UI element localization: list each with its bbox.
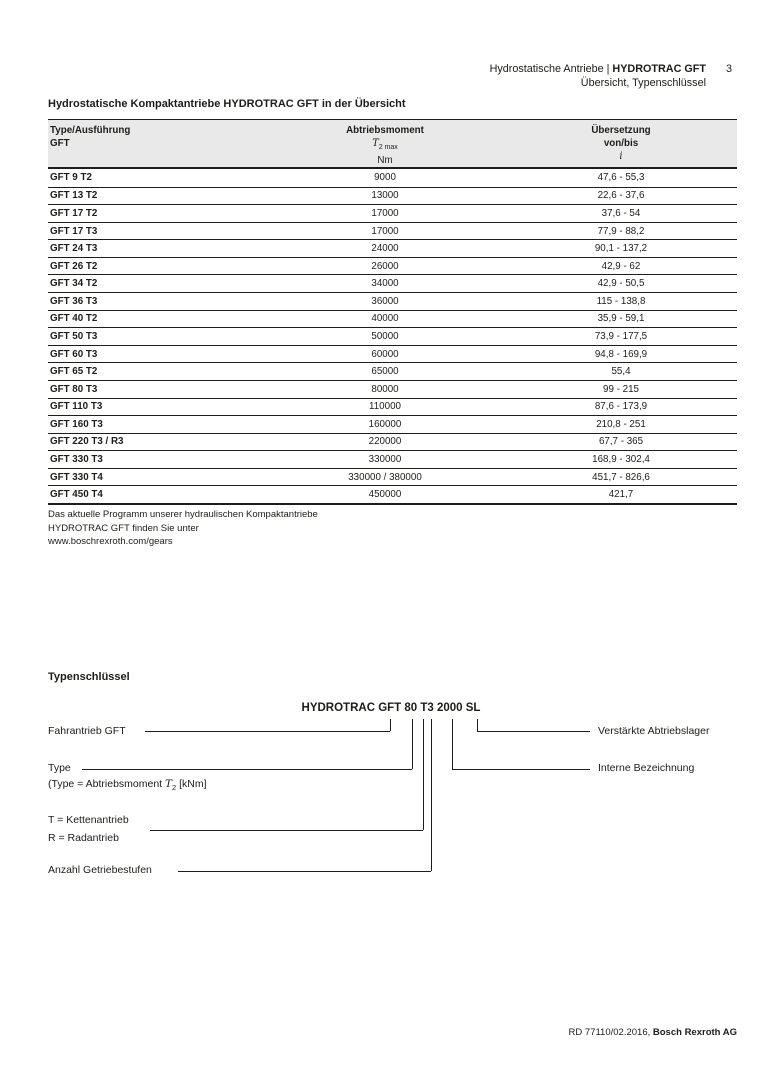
- program-note: [48, 508, 318, 549]
- cell-ratio: 73,9 - 177,5: [594, 330, 648, 342]
- cell-type: GFT 17 T2: [50, 207, 98, 219]
- label-interne-bezeichnung: Interne Bezeichnung: [598, 762, 695, 774]
- type-code: HYDROTRAC GFT 80 T3 2000 SL: [301, 702, 481, 714]
- column-header-torque: [265, 124, 505, 167]
- cell-ratio: 35,9 - 59,1: [597, 313, 645, 325]
- connector-line-getriebestufen: [178, 871, 431, 872]
- cell-ratio: 55,4: [611, 366, 631, 378]
- cell-ratio: 99 - 215: [603, 383, 639, 395]
- type-note-subscript: 2: [172, 783, 177, 793]
- cell-ratio: 87,6 - 173,9: [594, 401, 648, 413]
- col2-symbol: [265, 137, 505, 154]
- table-row: [48, 468, 737, 486]
- connector-line-gft: [390, 719, 391, 731]
- page-header-subtitle: Übersicht, Typenschlüssel: [580, 76, 706, 89]
- table-row: [48, 169, 737, 187]
- column-header-type: [48, 124, 265, 167]
- breadcrumb-prefix: Hydrostatische Antriebe |: [489, 63, 613, 75]
- connector-line-verstaerkte: [477, 731, 590, 732]
- page-number: 3: [726, 63, 733, 75]
- table-row: [48, 327, 737, 345]
- cell-type: GFT 24 T3: [50, 243, 98, 255]
- table-row: [48, 222, 737, 240]
- label-kettenantrieb: T = Kettenantrieb: [48, 814, 129, 826]
- table-row: [48, 345, 737, 363]
- cell-type: GFT 65 T2: [50, 366, 98, 378]
- breadcrumb: [490, 63, 706, 77]
- table-row: [48, 485, 737, 503]
- cell-ratio: 77,9 - 88,2: [597, 225, 645, 237]
- cell-ratio: 421,7: [608, 489, 634, 501]
- col3-line2: von/bis: [603, 138, 639, 149]
- torque-symbol: T: [372, 138, 379, 149]
- table-body: [48, 169, 737, 503]
- table-row: [48, 274, 737, 292]
- cell-ratio: 90,1 - 137,2: [594, 243, 648, 255]
- connector-line-kettenantrieb: [150, 830, 423, 831]
- table-row: [48, 433, 737, 451]
- connector-line-interne: [452, 769, 590, 770]
- section-title: Hydrostatische Kompaktantriebe HYDROTRAC GFT in der Übersicht: [48, 98, 406, 110]
- col2-unit: Nm: [377, 154, 393, 166]
- cell-type: GFT 60 T3: [50, 348, 98, 360]
- type-note-symbol: T: [165, 778, 173, 790]
- table-row: [48, 292, 737, 310]
- note-line-1: Das aktuelle Programm unserer hydraulischen Kompaktantriebe: [48, 509, 318, 520]
- col3-line1: Übersetzung: [591, 125, 651, 136]
- table-row: [48, 450, 737, 468]
- page-header: [490, 63, 706, 90]
- cell-torque: 60000: [371, 348, 399, 360]
- cell-ratio: 94,8 - 169,9: [594, 348, 648, 360]
- cell-torque: 160000: [368, 418, 402, 430]
- cell-torque: 65000: [371, 366, 399, 378]
- cell-type: GFT 9 T2: [50, 172, 92, 184]
- col1-line1: Type/Ausführung: [50, 125, 131, 136]
- cell-torque: 40000: [371, 313, 399, 325]
- cell-type: GFT 330 T4: [50, 471, 103, 483]
- connector-line-2000: [452, 719, 453, 769]
- col1-line2: GFT: [50, 138, 70, 149]
- table-row: [48, 380, 737, 398]
- col3-symbol: [505, 150, 737, 163]
- label-type-note: [48, 778, 207, 794]
- note-line-2: HYDROTRAC GFT finden Sie unter: [48, 522, 199, 534]
- cell-ratio: 168,9 - 302,4: [592, 454, 650, 466]
- cell-type: GFT 34 T2: [50, 278, 98, 290]
- cell-ratio: 47,6 - 55,3: [597, 172, 645, 184]
- overview-table: [48, 119, 737, 505]
- cell-ratio: 42,9 - 62: [601, 260, 641, 272]
- cell-torque: 17000: [371, 207, 399, 219]
- cell-ratio: 37,6 - 54: [601, 207, 641, 219]
- company-name: Bosch Rexroth AG: [652, 1027, 737, 1038]
- doc-reference: RD 77110/02.2016,: [568, 1027, 653, 1038]
- note-url[interactable]: www.boschrexroth.com/gears: [48, 536, 173, 547]
- table-row: [48, 239, 737, 257]
- cell-torque: 17000: [371, 225, 399, 237]
- cell-ratio: 115 - 138,8: [596, 295, 646, 307]
- label-getriebestufen: Anzahl Getriebestufen: [48, 864, 152, 876]
- cell-torque: 26000: [371, 260, 399, 272]
- cell-ratio: 67,7 - 365: [598, 436, 644, 448]
- cell-type: GFT 160 T3: [50, 418, 103, 430]
- cell-type: GFT 330 T3: [50, 454, 103, 466]
- cell-type: GFT 13 T2: [50, 190, 98, 202]
- cell-torque: 450000: [368, 489, 402, 501]
- cell-type: GFT 36 T3: [50, 295, 98, 307]
- cell-ratio: 42,9 - 50,5: [597, 278, 645, 290]
- cell-torque: 80000: [371, 383, 399, 395]
- page-footer: [569, 1027, 737, 1038]
- cell-torque: 220000: [368, 436, 402, 448]
- connector-line-t: [423, 719, 424, 830]
- connector-line-type: [82, 769, 412, 770]
- table-row: [48, 257, 737, 275]
- cell-ratio: 22,6 - 37,6: [597, 190, 645, 202]
- torque-symbol-subscript: 2 max: [378, 143, 398, 151]
- cell-torque: 24000: [371, 243, 399, 255]
- ratio-symbol: i: [619, 151, 623, 162]
- table-row: [48, 415, 737, 433]
- cell-type: GFT 17 T3: [50, 225, 98, 237]
- cell-type: GFT 40 T2: [50, 313, 98, 325]
- table-row: [48, 362, 737, 380]
- table-row: [48, 310, 737, 328]
- cell-torque: 330000: [368, 454, 402, 466]
- cell-torque: 36000: [371, 295, 399, 307]
- type-note-suffix: [kNm]: [176, 778, 207, 790]
- table-row: [48, 398, 737, 416]
- cell-ratio: 210,8 - 251: [596, 418, 646, 430]
- connector-line-80: [412, 719, 413, 769]
- connector-line-3: [431, 719, 432, 871]
- cell-type: GFT 110 T3: [50, 401, 103, 413]
- cell-ratio: 451,7 - 826,6: [592, 471, 650, 483]
- cell-torque: 34000: [371, 278, 399, 290]
- table-row: [48, 187, 737, 205]
- cell-torque: 9000: [374, 172, 396, 184]
- table-header-row: [48, 119, 737, 169]
- col2-line1: Abtriebsmoment: [346, 125, 424, 136]
- label-fahrantrieb: Fahrantrieb GFT: [48, 725, 126, 737]
- cell-type: GFT 26 T2: [50, 260, 98, 272]
- typenschluessel-heading: Typenschlüssel: [48, 671, 130, 683]
- label-type: Type: [48, 762, 71, 774]
- column-header-ratio: [505, 124, 737, 167]
- connector-line-sl: [477, 719, 478, 731]
- cell-torque: 50000: [371, 330, 399, 342]
- label-verstaerkte-abtriebslager: Verstärkte Abtriebslager: [598, 725, 710, 737]
- cell-type: GFT 220 T3 / R3: [50, 436, 124, 448]
- cell-torque: 330000 / 380000: [348, 471, 422, 483]
- cell-type: GFT 80 T3: [50, 383, 98, 395]
- cell-torque: 110000: [369, 401, 401, 413]
- connector-line-fahrantrieb: [145, 731, 390, 732]
- breadcrumb-product: HYDROTRAC GFT: [612, 63, 706, 75]
- table-row: [48, 204, 737, 222]
- cell-type: GFT 50 T3: [50, 330, 98, 342]
- label-radantrieb: R = Radantrieb: [48, 832, 119, 844]
- cell-type: GFT 450 T4: [50, 489, 103, 501]
- cell-torque: 13000: [371, 190, 399, 202]
- type-note-prefix: (Type = Abtriebsmoment: [48, 778, 166, 790]
